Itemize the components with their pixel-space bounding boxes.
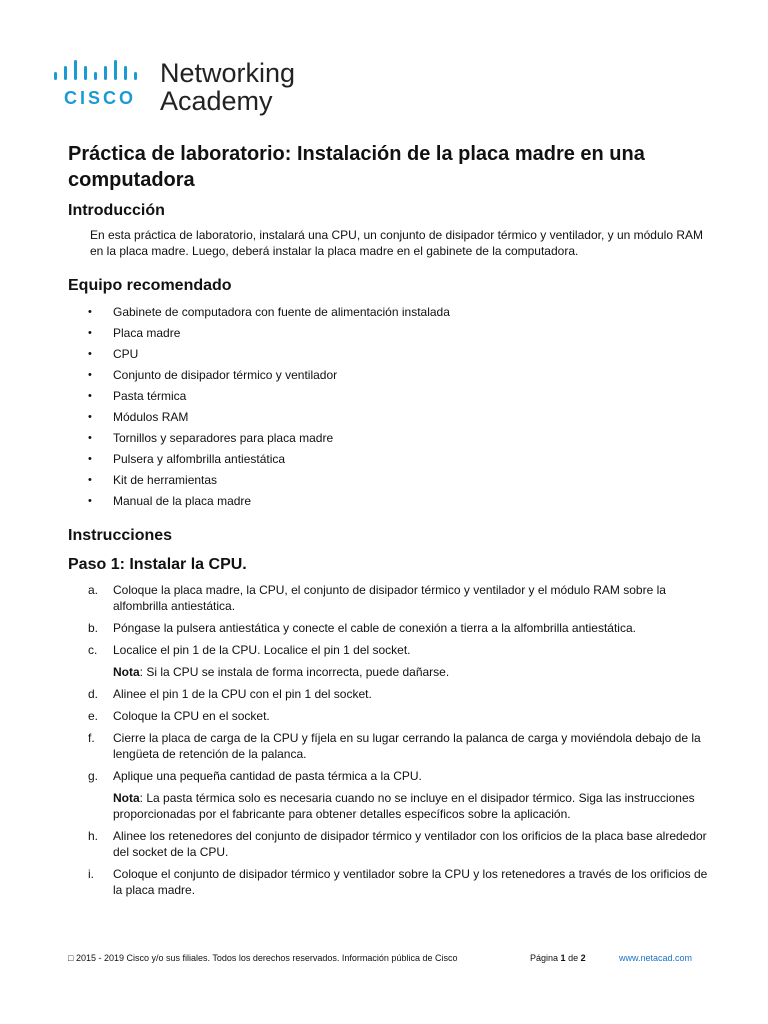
list-item: i. Coloque el conjunto de disipador térmico y ventilador sobre la CPU y los retenedores a través de los orificios de la placa madre. (88, 867, 708, 897)
list-item: g. Aplique una pequeña cantidad de pasta térmica a la CPU. (88, 769, 422, 783)
note: Nota: La pasta térmica solo es necesaria cuando no se incluye en el disipador térmico. Siga las instrucciones proporcionadas por el fabricante para obtener detalles específicos sobre la aplicación. (113, 791, 695, 821)
list-item: • Manual de la placa madre (88, 494, 252, 508)
equipment-heading: Equipo recomendado (68, 277, 232, 294)
logo-academy-text: Academy (160, 86, 273, 116)
intro-text: En esta práctica de laboratorio, instalará una CPU, un conjunto de disipador térmico y ventilador, y un módulo RAM en la placa madre. Luego, deberá instalar la placa madre en el gabinete de la computadora. (90, 228, 703, 258)
list-item: • Conjunto de disipador térmico y ventilador (88, 368, 338, 382)
cisco-wordmark: CISCO (64, 88, 137, 108)
copyright-icon: □ (68, 953, 74, 963)
cisco-bars-icon (52, 60, 144, 84)
step1-list (88, 582, 718, 904)
step1-heading: Paso 1: Instalar la CPU. (68, 556, 247, 573)
list-item: b. Póngase la pulsera antiestática y conecte el cable de conexión a tierra a la alfombrilla antiestática. (88, 621, 636, 635)
list-item: • Pasta térmica (88, 389, 187, 403)
list-item: • Placa madre (88, 326, 181, 340)
list-item: f. Cierre la placa de carga de la CPU y fíjela en su lugar cerrando la palanca de carga y moviéndola debajo de la lengüeta de retención de la palanca. (88, 731, 701, 761)
list-item: • CPU (88, 347, 139, 361)
list-item: a. Coloque la placa madre, la CPU, el conjunto de disipador térmico y ventilador y el módulo RAM sobre la alfombrilla antiestática. (88, 583, 666, 613)
equipment-list (88, 304, 708, 514)
list-item: • Módulos RAM (88, 410, 189, 424)
copyright-text: □ 2015 - 2019 Cisco y/o sus filiales. Todos los derechos reservados. Información pública de Cisco (68, 953, 458, 963)
netacad-link[interactable]: www.netacad.com (619, 953, 693, 963)
list-item: h. Alinee los retenedores del conjunto de disipador térmico y ventilador con los orificios de la placa base alrededor del socket de la CPU. (88, 829, 707, 859)
document-title: Práctica de laboratorio: Instalación de la placa madre en una computadora (68, 143, 645, 191)
instructions-heading: Instrucciones (68, 527, 173, 544)
note: Nota: Si la CPU se instala de forma incorrecta, puede dañarse. (113, 665, 450, 679)
intro-heading: Introducción (68, 202, 165, 219)
list-item: • Tornillos y separadores para placa madre (88, 431, 334, 445)
list-item: • Kit de herramientas (88, 473, 218, 487)
list-item: • Pulsera y alfombrilla antiestática (88, 452, 286, 466)
list-item: c. Localice el pin 1 de la CPU. Localice el pin 1 del socket. (88, 643, 411, 657)
list-item: • Gabinete de computadora con fuente de alimentación instalada (88, 305, 450, 319)
list-item: d. Alinee el pin 1 de la CPU con el pin 1 del socket. (88, 687, 372, 701)
logo-networking-text: Networking (160, 58, 296, 88)
cisco-networking-academy-logo (52, 58, 312, 118)
page-number: Página 1 de 2 (530, 953, 586, 963)
list-item: e. Coloque la CPU en el socket. (88, 709, 270, 723)
